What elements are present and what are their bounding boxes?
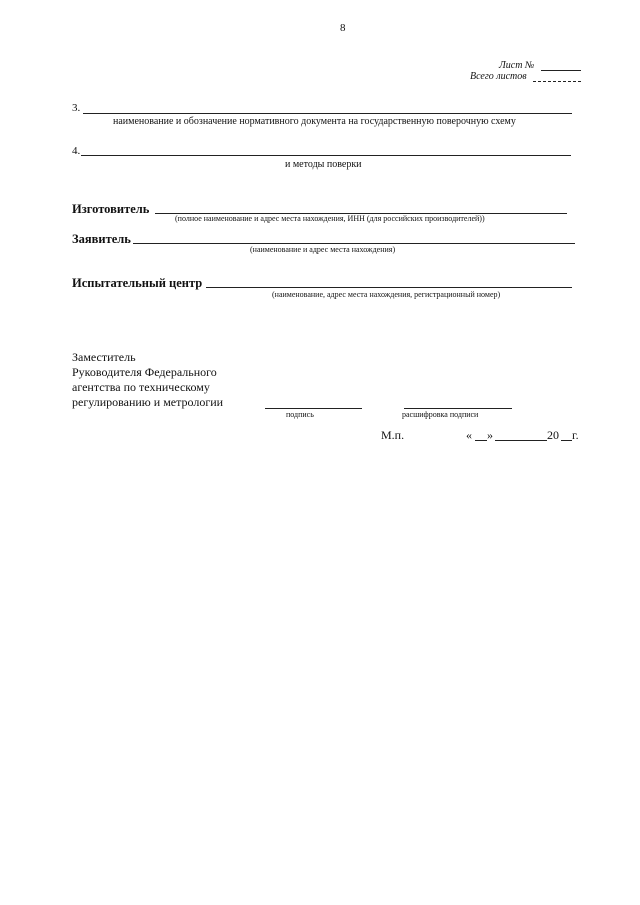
applicant-field (133, 243, 575, 244)
total-sheets-field (533, 81, 581, 82)
test-center-field (206, 287, 572, 288)
date-year-suffix: г. (572, 428, 579, 442)
total-sheets-label: Всего листов (470, 71, 527, 82)
date-month-field (495, 440, 547, 441)
applicant-caption: (наименование и адрес места нахождения) (250, 245, 396, 254)
manufacturer-label: Изготовитель (72, 202, 150, 216)
signature-caption: подпись (286, 410, 314, 419)
item-4-number: 4. (72, 145, 81, 157)
date-year-field (561, 440, 572, 441)
signature-field (265, 408, 362, 409)
signatory-line-2: Руководителя Федерального (72, 365, 217, 379)
item-4-field (81, 155, 571, 156)
test-center-label: Испытательный центр (72, 276, 203, 290)
test-center-caption: (наименование, адрес места нахождения, регистрационный номер) (272, 290, 501, 299)
applicant-label: Заявитель (72, 232, 131, 246)
sheet-number-field (541, 70, 581, 71)
signatory-line-4: регулированию и метрологии (72, 395, 224, 409)
date-open-quote: « (466, 428, 472, 442)
item-4-caption: и методы поверки (285, 159, 362, 170)
decoding-field (404, 408, 512, 409)
stamp-mark: М.п. (381, 428, 405, 442)
signatory-line-3: агентства по техническому (72, 380, 210, 394)
signatory-title (72, 350, 223, 410)
item-3-field (83, 113, 572, 114)
sheet-number-label: Лист № (499, 60, 535, 71)
page-number: 8 (340, 22, 346, 34)
item-3-number: 3. (72, 102, 81, 114)
date-year-prefix: 20 (547, 428, 559, 442)
date-day-field (475, 440, 487, 441)
signatory-line-1: Заместитель (72, 350, 136, 364)
decoding-caption: расшифровка подписи (402, 410, 479, 419)
date-close-quote: » (487, 428, 493, 442)
manufacturer-caption: (полное наименование и адрес места нахождения, ИНН (для российских производителей)) (175, 214, 485, 223)
item-3-caption: наименование и обозначение нормативного документа на государственную поверочную схему (113, 116, 516, 127)
